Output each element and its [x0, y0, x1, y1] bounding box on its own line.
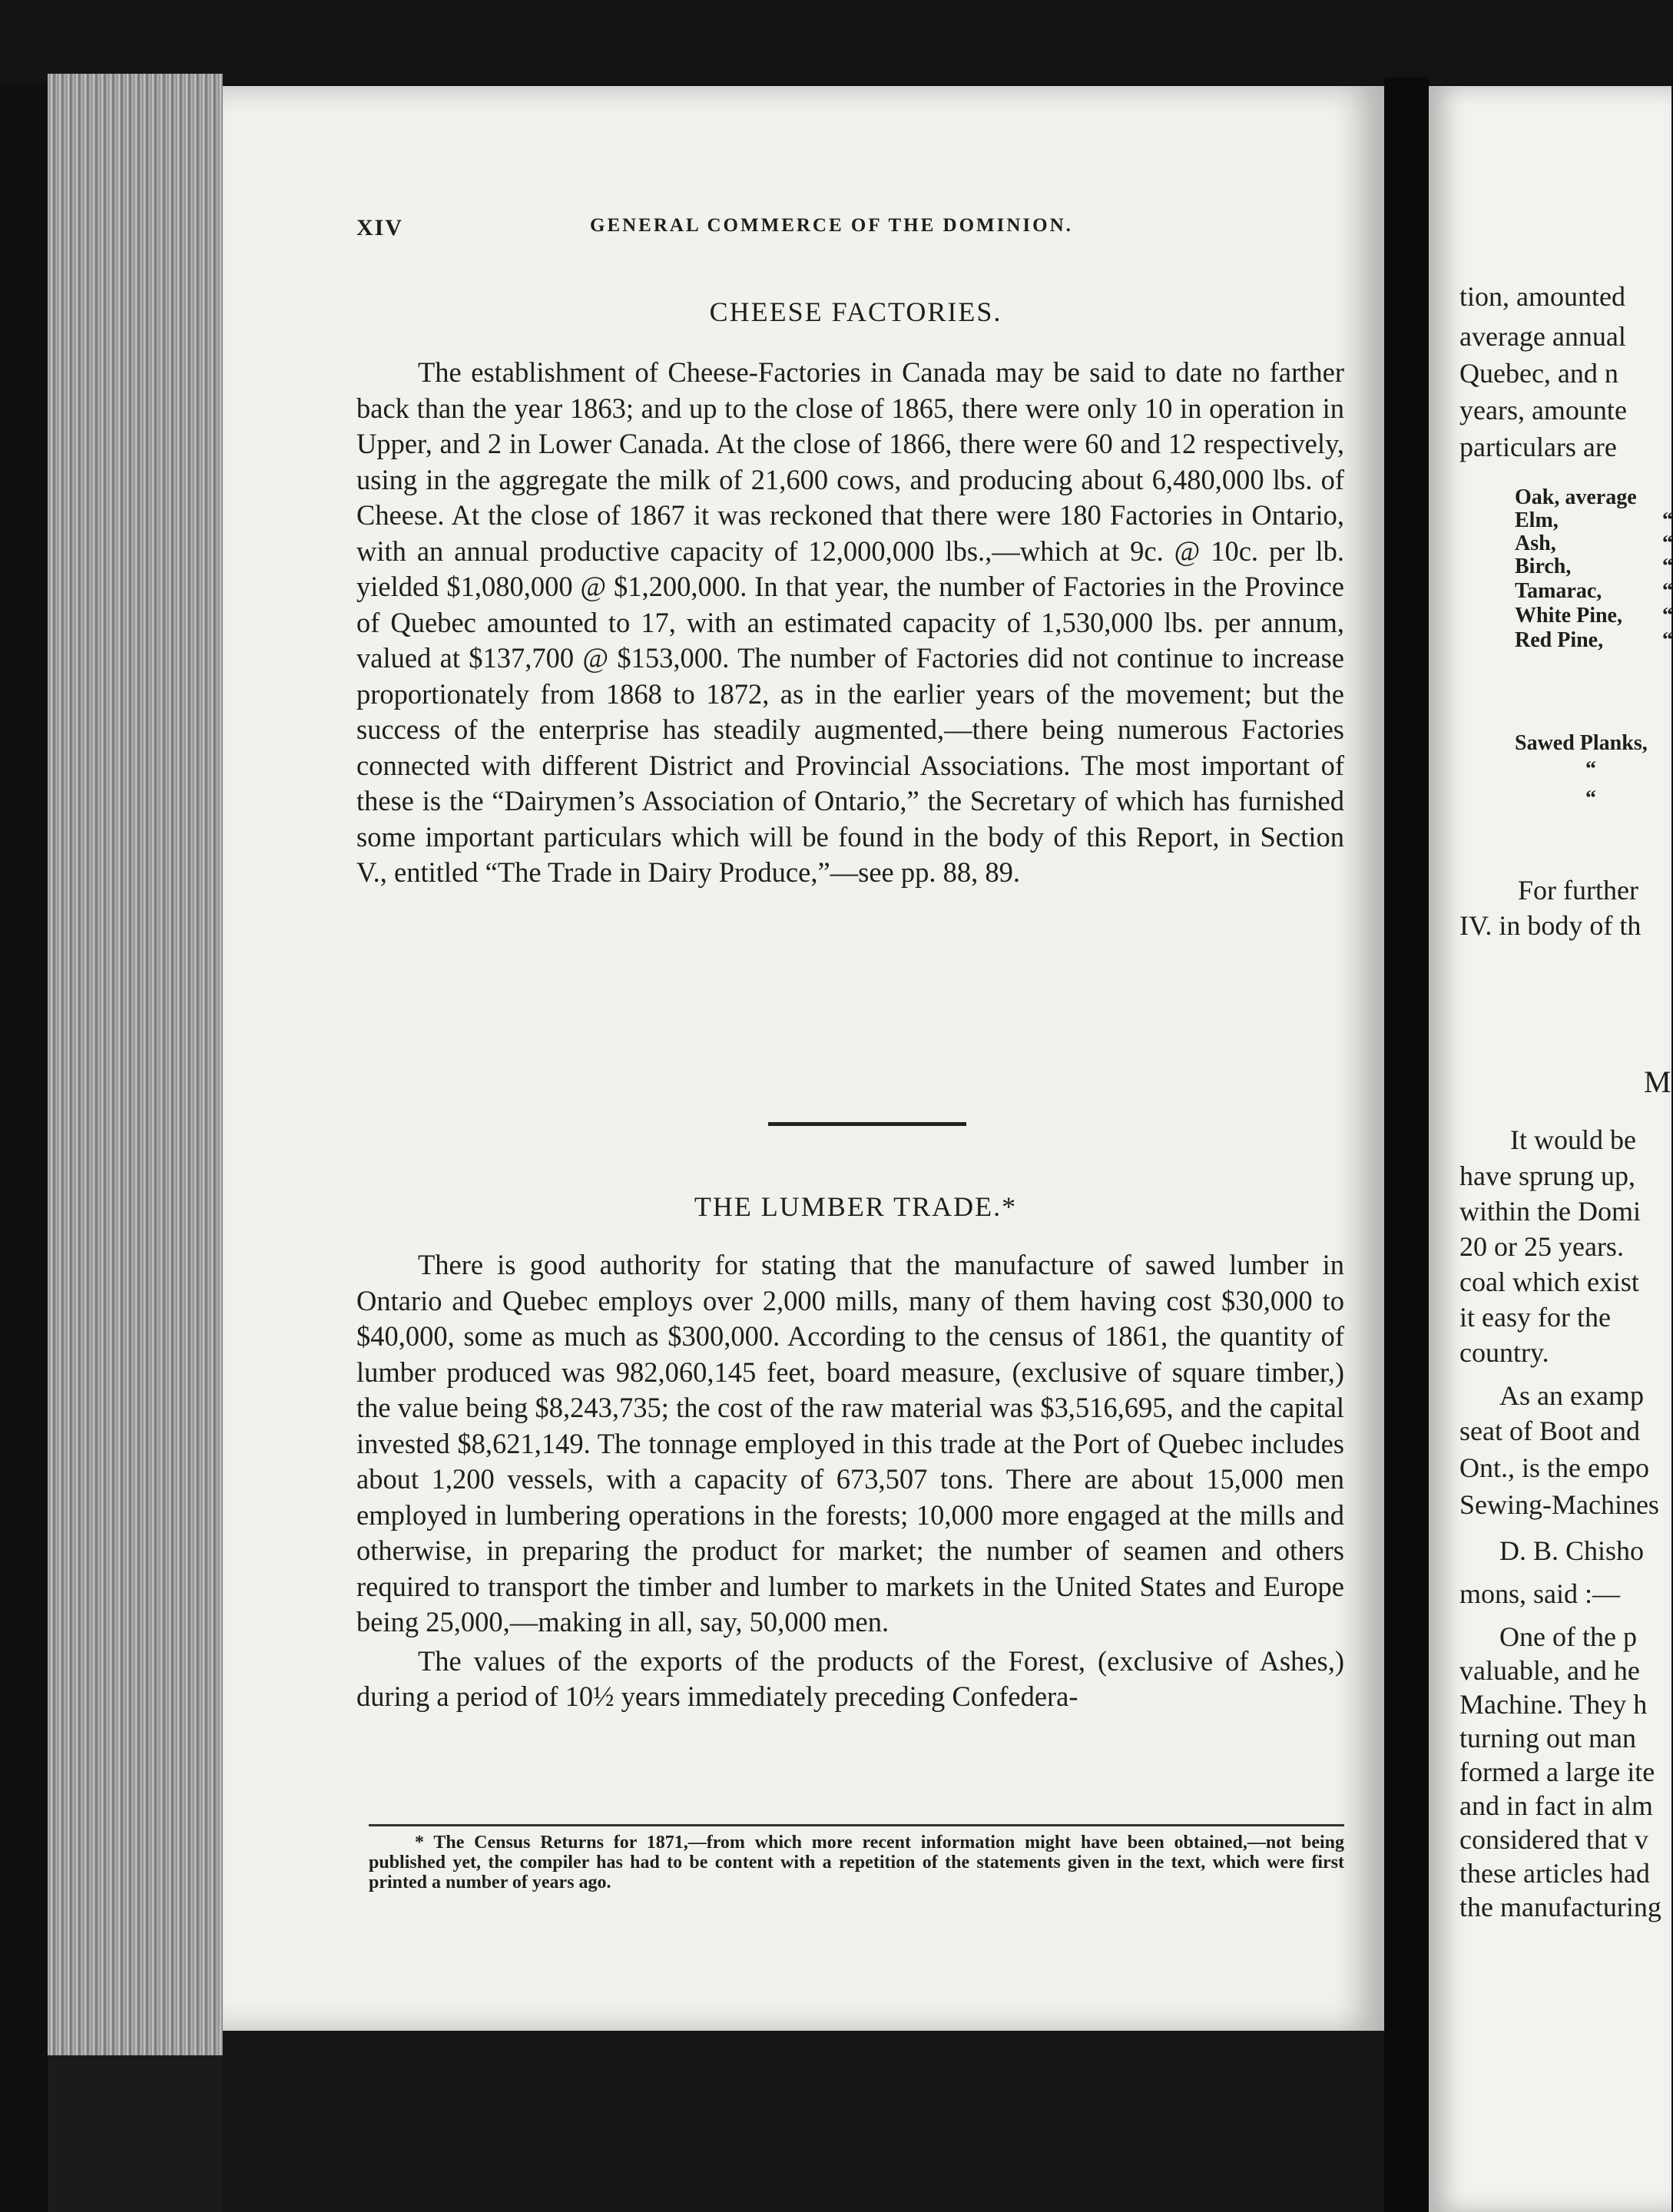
scan-top-edge [0, 0, 1671, 84]
right-line: country. [1459, 1337, 1549, 1368]
right-table-row: Birch, [1515, 555, 1572, 578]
right-line: IV. in body of th [1459, 910, 1642, 941]
right-line: D. B. Chisho [1499, 1535, 1645, 1566]
page-header [356, 215, 1389, 253]
right-line: considered that v [1459, 1824, 1648, 1855]
lumber-heading: THE LUMBER TRADE.* [694, 1191, 1018, 1222]
right-ditto-mark: “ [1585, 786, 1596, 810]
lumber-section [356, 1247, 1344, 1718]
right-line: tion, amounted [1459, 281, 1625, 312]
book-gutter [1384, 77, 1429, 2212]
cheese-heading: CHEESE FACTORIES. [709, 296, 1002, 327]
right-table-row: Elm, [1515, 508, 1559, 532]
running-title: GENERAL COMMERCE OF THE DOMINION. [590, 215, 1073, 236]
right-line: mons, said :— [1459, 1578, 1621, 1609]
right-ditto-mark: “ [1585, 757, 1596, 781]
right-line: seat of Boot and [1459, 1416, 1640, 1446]
scan-left-edge [0, 84, 48, 2212]
page-number: XIV [356, 215, 404, 240]
right-line: years, amounte [1459, 395, 1627, 426]
scan-bottom-edge [223, 2031, 1384, 2212]
right-line: Machine. They h [1459, 1689, 1648, 1720]
right-line: As an examp [1499, 1380, 1644, 1411]
right-line: Quebec, and n [1459, 358, 1618, 389]
lumber-paragraph-1: There is good authority for stating that the manufacture of sawed lumber in Ontario and Quebec employs over 2,000 mills, many of them having cost $30,000 to $40,000, some as much as $300,000. According to the census of 1861, the quantity of lumber produced was 982,060,145 feet, board measure, (exclusive of square timber,) the value being $8,243,735; the cost of the raw material was $3,516,695, and the capital invested $8,621,149. The tonnage employed in this trade at the Port of Quebec includes about 1,200 vessels, with a capacity of 673,507 tons. There are about 15,000 men employed in lumbering operations in the forests; 10,000 more engaged at the mills and otherwise, in preparing the product for market; the number of seamen and others required to transport the timber and lumber to markets in the United States and Europe being 25,000,—making in all, say, 50,000 men. [356, 1249, 1344, 1637]
section-divider [768, 1122, 966, 1126]
right-table-row: Red Pine, [1515, 628, 1604, 652]
right-line: it easy for the [1459, 1302, 1611, 1333]
right-line: Ont., is the empo [1459, 1452, 1649, 1483]
right-line: and in fact in alm [1459, 1790, 1653, 1821]
right-sawed-planks: Sawed Planks, [1515, 731, 1648, 755]
right-ditto-mark: “ [1662, 604, 1673, 628]
right-table-row: Oak, average [1515, 485, 1637, 509]
cheese-section [356, 355, 1344, 894]
right-line: coal which exist [1459, 1267, 1639, 1297]
right-line: within the Domi [1459, 1196, 1641, 1227]
right-heading-fragment: M [1644, 1065, 1671, 1099]
right-line: have sprung up, [1459, 1161, 1635, 1191]
right-table-row: Tamarac, [1515, 579, 1602, 603]
right-line: the manufacturing [1459, 1892, 1661, 1922]
right-line: turning out man [1459, 1723, 1636, 1753]
lumber-paragraph-2: The values of the exports of the products of the Forest, (exclusive of Ashes,) during a period of 10½ years immediately preceding Confedera- [356, 1644, 1344, 1712]
right-line: valuable, and he [1459, 1655, 1640, 1686]
footnote: * The Census Returns for 1871,—from which more recent information might have been obtained,—not being published yet, the compiler has had to be content with a repetition of the statements given in the text, which were first printed a number of years ago. [369, 1833, 1344, 1892]
right-line: One of the p [1499, 1621, 1637, 1652]
footnote-rule [369, 1824, 1344, 1826]
right-line: For further [1518, 875, 1638, 906]
right-ditto-mark: “ [1662, 508, 1673, 532]
right-ditto-mark: “ [1662, 579, 1673, 603]
right-line: these articles had [1459, 1858, 1650, 1889]
right-line: 20 or 25 years. [1459, 1231, 1624, 1262]
right-line: It would be [1510, 1124, 1636, 1155]
right-table-row: White Pine, [1515, 604, 1622, 628]
right-ditto-mark: “ [1662, 555, 1673, 578]
right-ditto-mark: “ [1662, 628, 1673, 652]
right-ditto-mark: “ [1662, 531, 1673, 555]
book-page-edges [48, 74, 223, 2055]
book-base [48, 2055, 223, 2212]
right-line: particulars are [1459, 432, 1617, 462]
cheese-paragraph: The establishment of Cheese-Factories in Canada may be said to date no farther back than the year 1863; and up to the close of 1865, there were only 10 in operation in Upper, and 2 in Lower Canada. At the close of 1866, there were 60 and 12 respectively, using in the aggregate the milk of 21,600 cows, and producing about 6,480,000 lbs. of Cheese. At the close of 1867 it was reckoned that there were 180 Factories in Ontario, with an annual productive capacity of 12,000,000 lbs.,—which at 9c. @ 10c. per lb. yielded $1,080,000 @ $1,200,000. In that year, the number of Factories in the Province of Quebec amounted to 17, with an estimated capacity of 1,530,000 lbs. per annum, valued at $137,700 @ $153,000. The number of Factories did not continue to increase proportionately from 1868 to 1872, as in the earlier years of the movement; but the success of the enterprise has steadily augmented,—there being numerous Factories connected with different District and Provincial Associations. The most important of these is the “Dairymen’s Association of Ontario,” the Secretary of which has furnished some important particulars which will be found in the body of this Report, in Section V., entitled “The Trade in Dairy Produce,”—see pp. 88, 89. [356, 356, 1344, 888]
right-table-row: Ash, [1515, 531, 1556, 555]
right-line: formed a large ite [1459, 1757, 1655, 1787]
right-line: Sewing-Machines [1459, 1489, 1659, 1520]
right-line: average annual [1459, 321, 1626, 352]
